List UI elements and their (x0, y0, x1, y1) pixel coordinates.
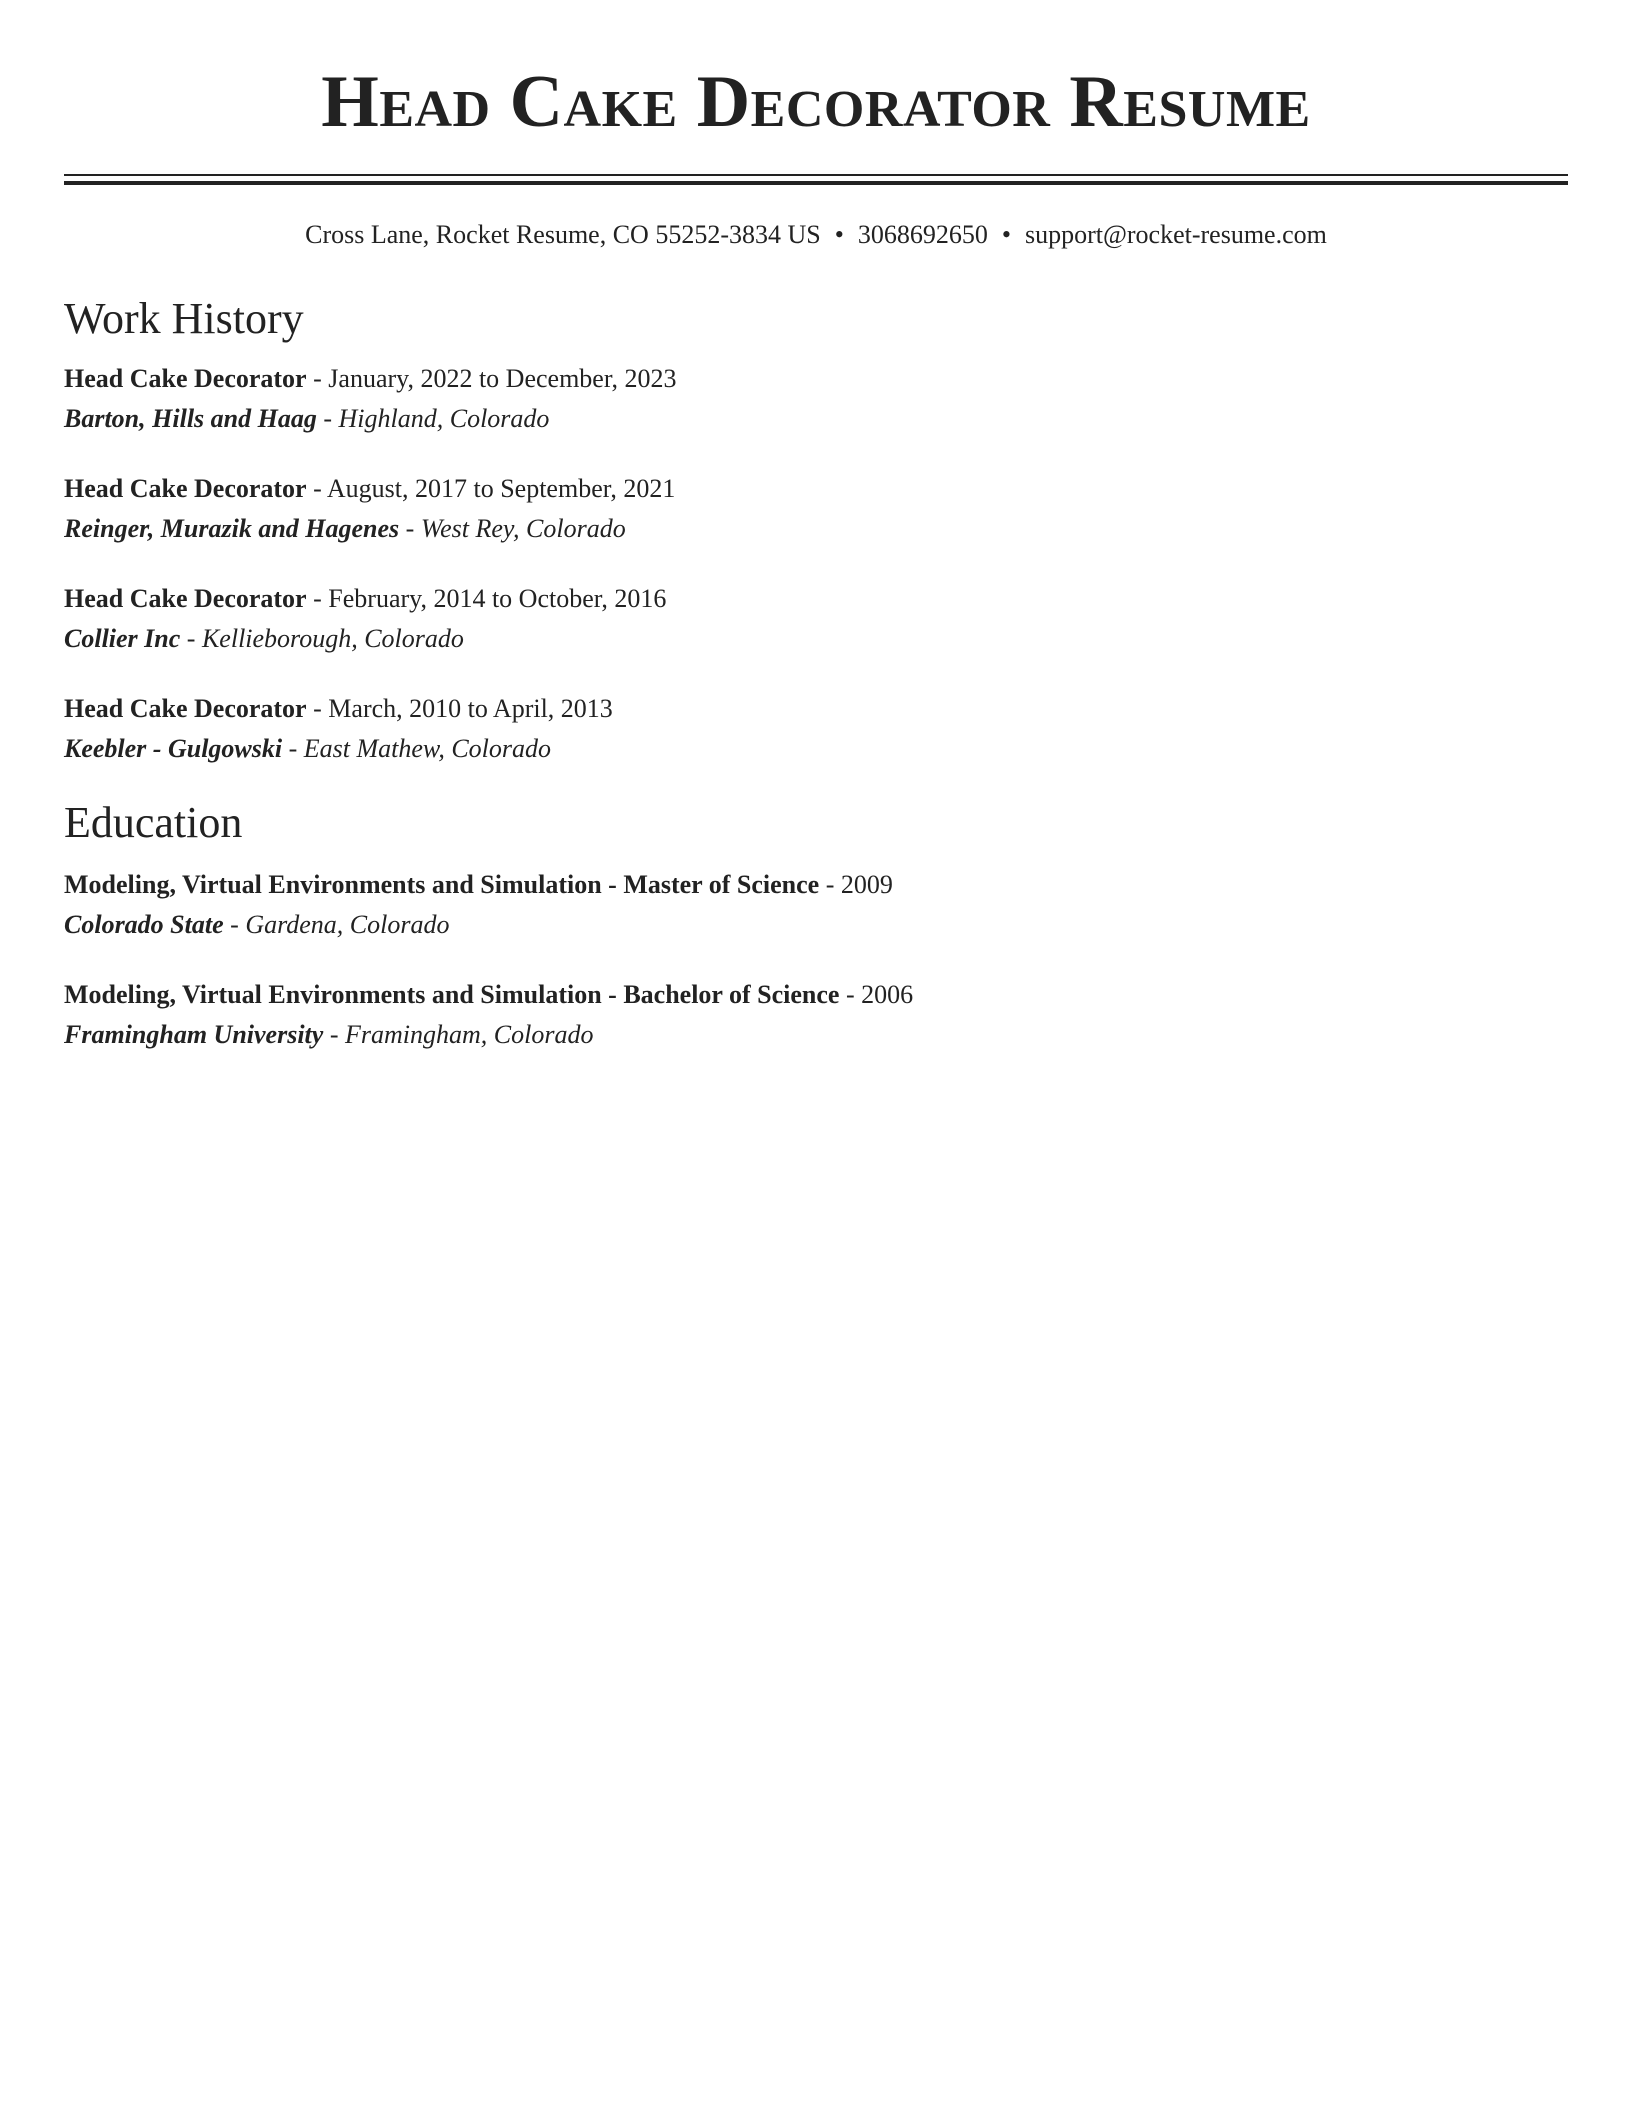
work-entry (64, 689, 1568, 769)
dash: - (323, 404, 333, 433)
work-history-heading: Work History (64, 294, 304, 343)
contact-address: Cross Lane, Rocket Resume, CO 55252-3834 US (305, 220, 821, 249)
school-location: Framingham, Colorado (345, 1020, 594, 1049)
dash: - (186, 624, 196, 653)
company-name: Barton, Hills and Haag (64, 404, 317, 433)
work-entry-title-line (64, 689, 1568, 729)
job-location: Highland, Colorado (338, 404, 550, 433)
dash: - (313, 474, 322, 503)
work-entry-company-line (64, 619, 1568, 659)
dash: - (313, 364, 322, 393)
degree-name: Modeling, Virtual Environments and Simulation - Bachelor of Science (64, 980, 840, 1009)
job-location: West Rey, Colorado (420, 514, 626, 543)
contact-line (64, 219, 1568, 251)
dash: - (313, 694, 322, 723)
title-divider (64, 174, 1568, 185)
dash: - (405, 514, 415, 543)
work-entry (64, 469, 1568, 549)
education-heading: Education (64, 798, 243, 847)
school-name: Framingham University (64, 1020, 324, 1049)
graduation-year: 2009 (840, 870, 893, 899)
job-location: East Mathew, Colorado (303, 734, 552, 763)
work-entry-company-line (64, 729, 1568, 769)
job-dates: August, 2017 to September, 2021 (326, 474, 676, 503)
education-school-line (64, 905, 1568, 945)
job-dates: January, 2022 to December, 2023 (328, 364, 677, 393)
education-degree-line (64, 975, 1568, 1015)
education-entry (64, 975, 1568, 1055)
job-location: Kellieborough, Colorado (201, 624, 464, 653)
work-history-list (64, 359, 1568, 769)
job-position: Head Cake Decorator (64, 364, 307, 393)
job-dates: February, 2014 to October, 2016 (328, 584, 667, 613)
school-location: Gardena, Colorado (245, 910, 450, 939)
company-name: Collier Inc (64, 624, 181, 653)
education-list (64, 865, 1568, 1055)
dash: - (845, 980, 855, 1009)
contact-separator: • (1001, 220, 1011, 249)
contact-email: support@rocket-resume.com (1024, 220, 1327, 249)
contact-phone: 3068692650 (857, 220, 988, 249)
company-name: Reinger, Murazik and Hagenes (64, 514, 400, 543)
work-entry-title-line (64, 579, 1568, 619)
work-entry-company-line (64, 399, 1568, 439)
job-dates: March, 2010 to April, 2013 (328, 694, 613, 723)
contact-separator: • (834, 220, 844, 249)
job-position: Head Cake Decorator (64, 694, 307, 723)
dash: - (313, 584, 322, 613)
dash: - (288, 734, 298, 763)
job-position: Head Cake Decorator (64, 474, 307, 503)
job-position: Head Cake Decorator (64, 584, 307, 613)
resume-title: Head Cake Decorator Resume (321, 61, 1311, 143)
dash: - (329, 1020, 339, 1049)
work-entry (64, 579, 1568, 659)
education-entry (64, 865, 1568, 945)
dash: - (825, 870, 835, 899)
school-name: Colorado State (64, 910, 224, 939)
education-degree-line (64, 865, 1568, 905)
work-entry-title-line (64, 469, 1568, 509)
company-name: Keebler - Gulgowski (64, 734, 283, 763)
work-entry (64, 359, 1568, 439)
work-entry-company-line (64, 509, 1568, 549)
dash: - (230, 910, 239, 939)
work-entry-title-line (64, 359, 1568, 399)
education-school-line (64, 1015, 1568, 1055)
degree-name: Modeling, Virtual Environments and Simulation - Master of Science (64, 870, 820, 899)
graduation-year: 2006 (861, 980, 914, 1009)
